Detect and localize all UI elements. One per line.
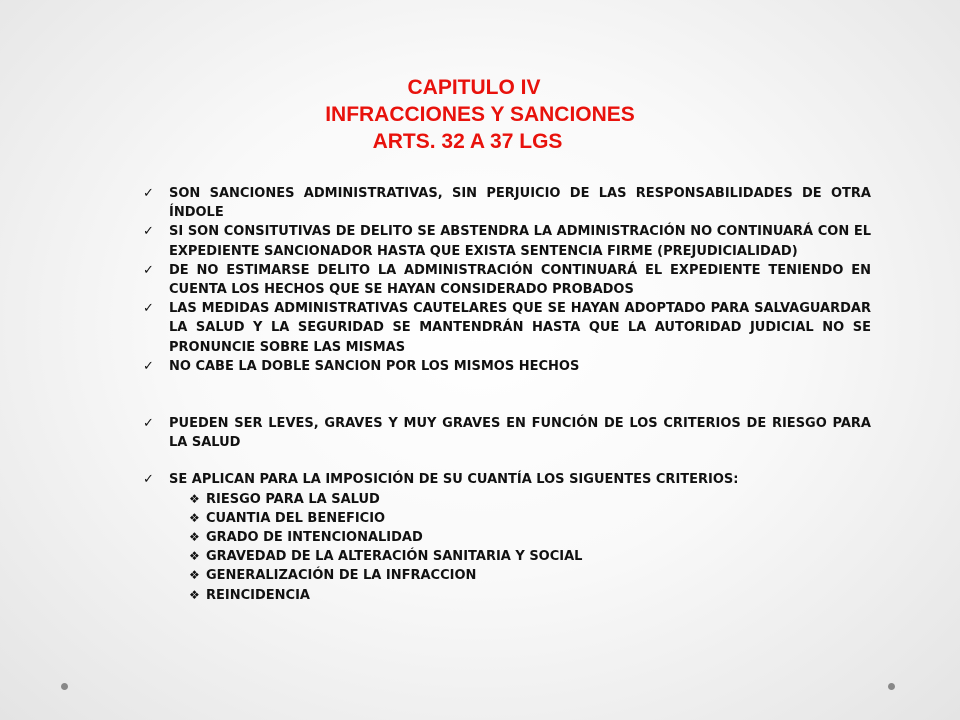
- diamond-bullet-icon: ❖: [189, 491, 200, 506]
- list-item: [143, 184, 871, 222]
- criteria-item: [143, 528, 871, 547]
- criteria-text: GRADO DE INTENCIONALIDAD: [206, 530, 423, 546]
- diamond-bullet-icon: ❖: [189, 549, 200, 564]
- criteria-item: [143, 490, 871, 509]
- decorative-dot-right: [888, 683, 895, 690]
- diamond-bullet-icon: ❖: [189, 530, 200, 545]
- list-item: [143, 299, 871, 357]
- list-item: [143, 470, 871, 489]
- list-item-text: DE NO ESTIMARSE DELITO LA ADMINISTRACIÓN CONTINUARÁ EL EXPEDIENTE TENIENDO EN CUENTA LOS HECHOS QUE SE HAYAN CONSIDERADO PROBADOS: [169, 262, 871, 298]
- criteria-item: [143, 566, 871, 585]
- list-item: [143, 222, 871, 260]
- criteria-item: [143, 586, 871, 605]
- check-icon: ✓: [143, 224, 154, 240]
- title-subject: INFRACCIONES Y SANCIONES: [325, 103, 635, 126]
- list-item: [143, 414, 871, 452]
- check-icon: ✓: [143, 358, 154, 374]
- criteria-item: [143, 509, 871, 528]
- criteria-text: CUANTIA DEL BENEFICIO: [206, 510, 386, 526]
- list-item: [143, 261, 871, 299]
- list-item-text: SE APLICAN PARA LA IMPOSICIÓN DE SU CUANTÍA LOS SIGUENTES CRITERIOS:: [169, 472, 739, 488]
- list-item-text: NO CABE LA DOBLE SANCION POR LOS MISMOS HECHOS: [169, 358, 580, 374]
- list-item-text: LAS MEDIDAS ADMINISTRATIVAS CAUTELARES QUE SE HAYAN ADOPTADO PARA SALVAGUARDAR LA SALUD Y LA SEGURIDAD SE MANTENDRÁN HASTA QUE LA AUTORIDAD JUDICIAL NO SE PRONUNCIE SOBRE LAS MISMAS: [169, 301, 871, 355]
- diamond-bullet-icon: ❖: [189, 587, 200, 602]
- bullet-list: [143, 184, 871, 605]
- title-articles: ARTS. 32 A 37 LGS: [372, 130, 563, 153]
- list-item-text: PUEDEN SER LEVES, GRAVES Y MUY GRAVES EN FUNCIÓN DE LOS CRITERIOS DE RIESGO PARA LA SALUD: [169, 416, 871, 451]
- criteria-text: GENERALIZACIÓN DE LA INFRACCION: [206, 568, 477, 584]
- criteria-text: GRAVEDAD DE LA ALTERACIÓN SANITARIA Y SOCIAL: [206, 549, 583, 565]
- diamond-bullet-icon: ❖: [189, 510, 200, 525]
- diamond-bullet-icon: ❖: [189, 568, 200, 583]
- list-item: [143, 357, 871, 376]
- list-item-text: SI SON CONSITUTIVAS DE DELITO SE ABSTENDRA LA ADMINISTRACIÓN NO CONTINUARÁ CON EL EXPEDIENTE SANCIONADOR HASTA QUE EXISTA SENTENCIA FIRME (PREJUDICIALIDAD): [169, 224, 871, 259]
- title-chapter: CAPITULO IV: [407, 76, 541, 99]
- list-item-text: SON SANCIONES ADMINISTRATIVAS, SIN PERJUICIO DE LAS RESPONSABILIDADES DE OTRA ÍNDOLE: [169, 186, 871, 221]
- criteria-text: REINCIDENCIA: [206, 587, 310, 603]
- decorative-dot-left: [61, 683, 68, 690]
- check-icon: ✓: [143, 472, 154, 488]
- check-icon: ✓: [143, 186, 154, 201]
- check-icon: ✓: [143, 416, 154, 432]
- criteria-item: [143, 547, 871, 566]
- criteria-text: RIESGO PARA LA SALUD: [206, 491, 380, 507]
- check-icon: ✓: [143, 301, 154, 317]
- slide-title: [0, 74, 960, 155]
- check-icon: ✓: [143, 262, 154, 278]
